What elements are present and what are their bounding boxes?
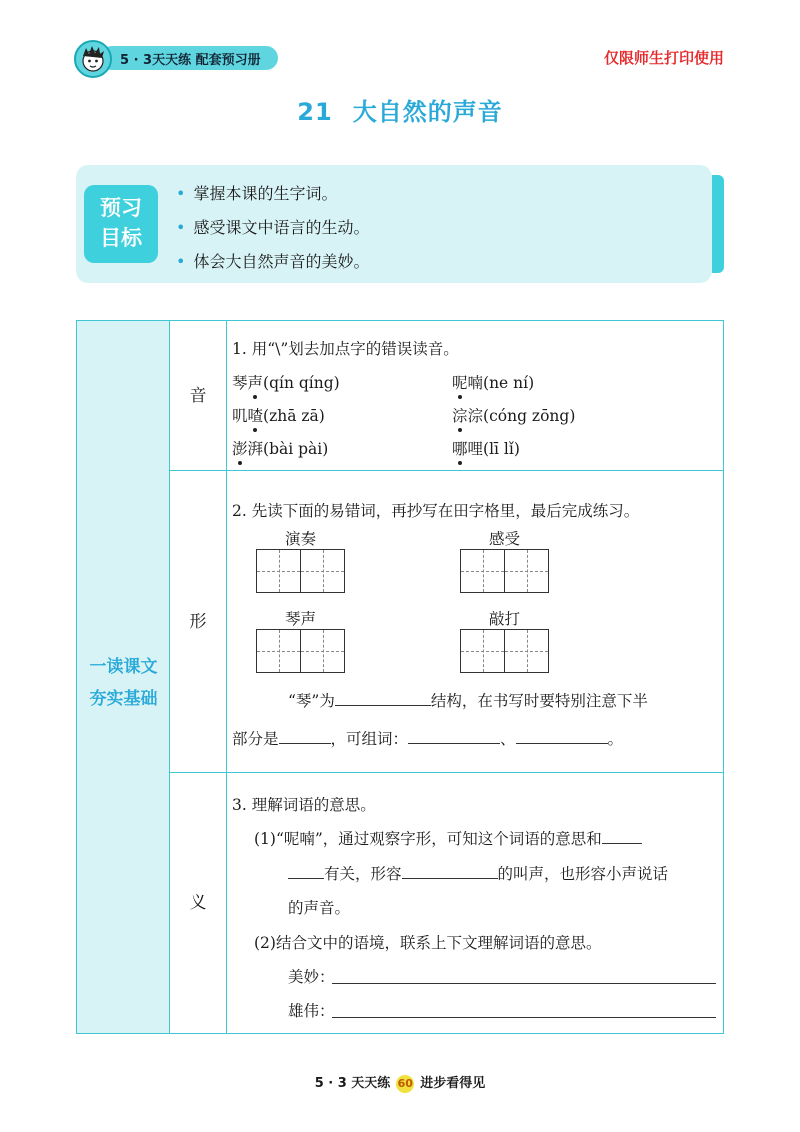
answer-blank[interactable] xyxy=(279,729,331,744)
q1-item: 淙淙(cóng zōng) xyxy=(452,404,575,426)
q3-sub2: (2)结合文中的语境，联系上下文理解词语的意思。 xyxy=(254,934,602,952)
tian-grid[interactable] xyxy=(460,549,549,593)
q1-item: 澎湃(bài pài) xyxy=(232,437,328,459)
question-2 xyxy=(232,471,717,773)
lesson-number: 21 xyxy=(297,98,333,126)
exercise-table xyxy=(76,320,724,1034)
q2-fill-line2: 部分是 ，可组词： 、 。 xyxy=(232,730,624,748)
goal-item: • 掌握本课的生字词。 xyxy=(176,177,369,211)
goals-badge-line1: 预习 xyxy=(100,196,142,220)
q3-term2-label: 雄伟： xyxy=(288,1002,335,1020)
preview-goals-box xyxy=(76,165,712,283)
question-3 xyxy=(232,773,717,1033)
section-sidebar xyxy=(77,321,170,1033)
q3-prompt: 3. 理解词语的意思。 xyxy=(232,796,376,814)
tian-grid-group xyxy=(256,609,345,673)
section-label-line1: 一读课文 xyxy=(89,657,158,677)
tian-grid[interactable] xyxy=(460,629,549,673)
footer-slogan: 进步看得见 xyxy=(420,1076,486,1091)
goals-badge-line2: 目标 xyxy=(100,226,142,250)
q1-item: 琴声(qín qíng) xyxy=(232,371,340,393)
tian-word: 敲打 xyxy=(488,610,520,628)
tian-word: 琴声 xyxy=(284,610,316,628)
tian-grid-group xyxy=(256,529,345,593)
answer-blank[interactable] xyxy=(408,729,500,744)
series-banner xyxy=(100,46,278,70)
answer-blank[interactable] xyxy=(335,691,431,706)
tian-grid[interactable] xyxy=(256,549,345,593)
q1-item: 哪哩(lī lǐ) xyxy=(452,437,520,459)
tian-word: 感受 xyxy=(488,530,520,548)
answer-blank[interactable] xyxy=(516,729,608,744)
footer-brand: 5 · 3 天天练 xyxy=(314,1076,391,1091)
dotted-char: 呢 xyxy=(452,371,468,393)
print-notice: 仅限师生打印使用 xyxy=(603,49,724,67)
answer-line[interactable] xyxy=(332,1017,716,1018)
lesson-title xyxy=(0,92,800,127)
q1-prompt: 1. 用“\”划去加点字的错误读音。 xyxy=(232,340,459,358)
lesson-name: 大自然的声音 xyxy=(352,98,503,126)
dotted-char: 喳 xyxy=(248,404,264,426)
series-title: 5 · 3天天练 配套预习册 xyxy=(120,53,261,68)
tian-word: 演奏 xyxy=(284,530,316,548)
q3-sub1-line2: 有关，形容 的叫声，也形容小声说话 xyxy=(288,862,668,884)
dotted-char: 澎 xyxy=(232,437,248,459)
category-shape: 形 xyxy=(170,471,227,773)
dotted-char: 哪 xyxy=(452,437,468,459)
answer-line[interactable] xyxy=(332,983,716,984)
goal-item: • 感受课文中语言的生动。 xyxy=(176,211,369,245)
section-label-line2: 夯实基础 xyxy=(89,689,158,709)
page-footer xyxy=(0,1072,800,1093)
page-number: 60 xyxy=(396,1075,414,1093)
dotted-char: 淙 xyxy=(452,404,468,426)
goals-side-tab xyxy=(712,175,724,273)
section-label xyxy=(77,651,170,715)
q3-sub1-line1: (1)“呢喃”，通过观察字形，可知这个词语的意思和 xyxy=(254,827,642,849)
tian-grid-group xyxy=(460,609,549,673)
goals-list xyxy=(176,177,369,279)
answer-blank[interactable] xyxy=(402,864,498,879)
tian-grid-group xyxy=(460,529,549,593)
category-meaning: 义 xyxy=(170,773,227,1033)
category-sound: 音 xyxy=(170,321,227,471)
q1-item: 叽喳(zhā zā) xyxy=(232,404,325,426)
q3-term1-label: 美妙： xyxy=(288,968,335,986)
dotted-char: 声 xyxy=(248,371,264,393)
answer-blank[interactable] xyxy=(602,829,642,844)
q2-prompt: 2. 先读下面的易错词，再抄写在田字格里，最后完成练习。 xyxy=(232,502,640,520)
goal-item: • 体会大自然声音的美妙。 xyxy=(176,245,369,279)
tian-grid[interactable] xyxy=(256,629,345,673)
question-1 xyxy=(232,321,717,471)
q2-fill-line1: “琴”为 结构，在书写时要特别注意下半 xyxy=(288,692,648,710)
goals-badge xyxy=(84,185,158,263)
mascot-avatar-icon xyxy=(74,40,112,78)
q3-sub1-line3: 的声音。 xyxy=(288,899,351,917)
q1-item: 呢喃(ne ní) xyxy=(452,371,534,393)
answer-blank[interactable] xyxy=(288,864,324,879)
